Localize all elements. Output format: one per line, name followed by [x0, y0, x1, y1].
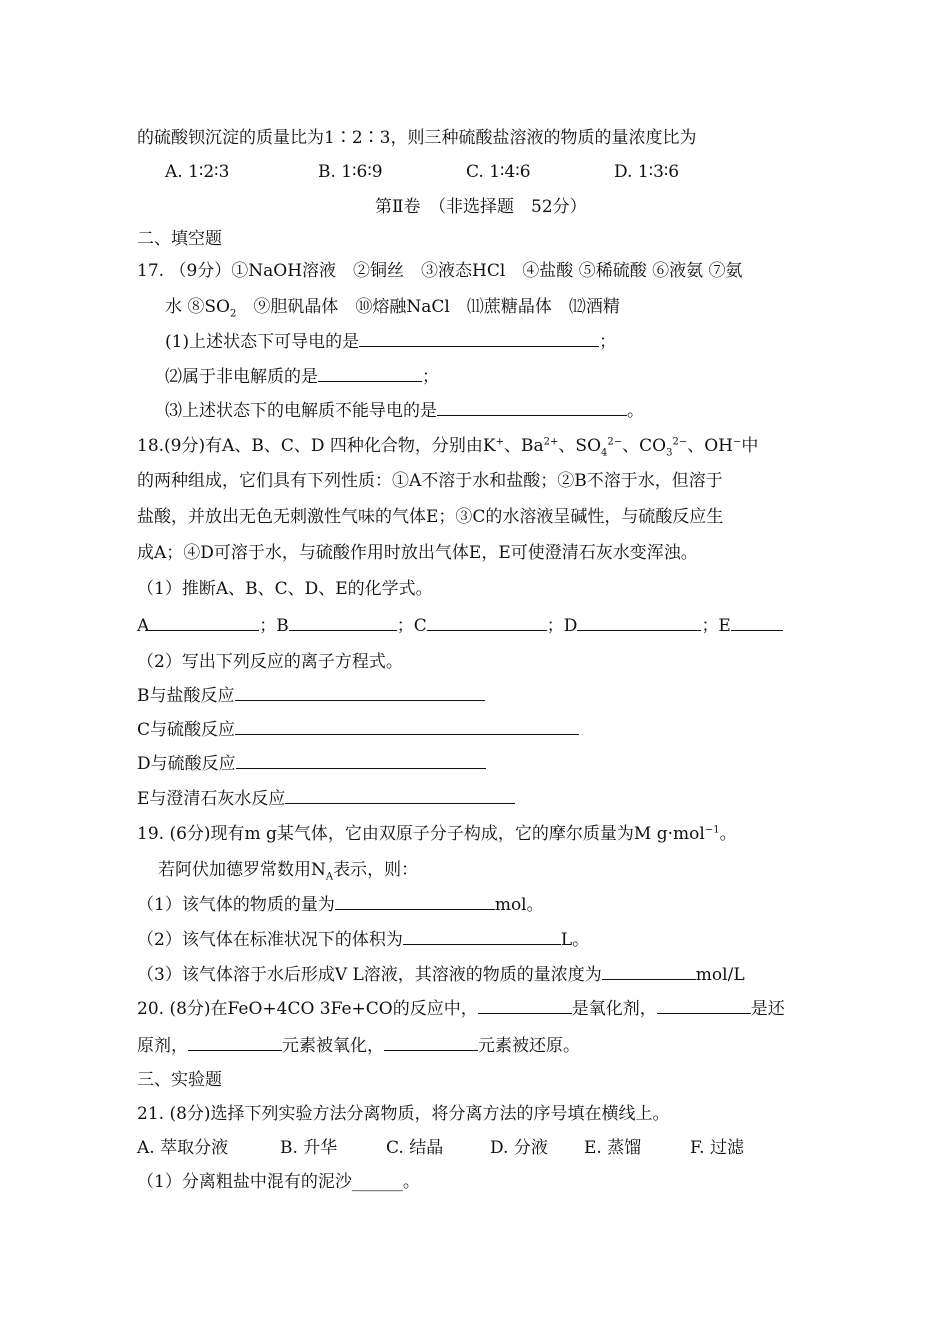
q16-option-d: D. 1∶3∶6: [614, 162, 680, 182]
q17-stem-line2: 水 $⑧SO_2$ ⑨胆矾晶体 ⑩熔融NaCl ⑾蔗糖晶体 ⑿酒精: [165, 297, 620, 320]
q17-part3: ⑶上述状态下的电解质不能导电的是 。: [165, 401, 644, 421]
q17-stem-line1: 17. （9分）①NaOH溶液 ②铜丝 ③液态HCl ④盐酸 ⑤稀硫酸 ⑥液氨 ⑦氨: [137, 261, 743, 281]
q19-line2: 若阿伏加德罗常数用$N_A$表示，则：: [158, 860, 419, 883]
q21-part1: （1）分离粗盐中混有的泥沙______。: [137, 1172, 420, 1192]
q18-blank-r4[interactable]: [285, 787, 515, 804]
part2-title: 第Ⅱ卷 （非选择题 52分）: [375, 197, 587, 217]
q18-reaction-4: E与澄清石灰水反应: [137, 787, 515, 811]
q17-blank-3[interactable]: [437, 399, 627, 416]
q18-reaction-2: C与硫酸反应: [137, 718, 579, 742]
q18-blank-e[interactable]: [731, 614, 783, 631]
q18-blank-b[interactable]: [289, 614, 397, 631]
q18-blank-r2[interactable]: [235, 718, 579, 735]
q19-blank-2[interactable]: [403, 928, 561, 945]
q19-line1: 19. (6分)现有m g某气体，它由双原子分子构成，它的摩尔质量为M g·mol$^{-1}$。: [137, 824, 737, 844]
q21-option-e: E. 蒸馏: [584, 1138, 642, 1158]
q20-blank-oxidant[interactable]: [478, 997, 572, 1014]
q21-stem: 21. (8分)选择下列实验方法分离物质，将分离方法的序号填在横线上。: [137, 1104, 670, 1124]
q18-blank-a[interactable]: [149, 614, 259, 631]
q18-blank-d[interactable]: [577, 614, 701, 631]
q18-line3: 盐酸，并放出无色无刺激性气味的气体E；③C的水溶液呈碱性，与硫酸反应生: [137, 507, 724, 527]
q18-sub1: （1）推断A、B、C、D、E的化学式。: [137, 579, 433, 599]
q18-line2: 的两种组成，它们具有下列性质：①A不溶于水和盐酸；②B不溶于水，但溶于: [137, 471, 723, 491]
q18-blank-c[interactable]: [427, 614, 547, 631]
q16-option-a: A. 1∶2∶3: [165, 162, 230, 182]
q17-blank-2[interactable]: [318, 365, 422, 382]
q19-part3: （3）该气体溶于水后形成V L溶液，其溶液的物质的量浓度为 mol/L: [137, 965, 745, 985]
section-fill-in: 二、填空题: [137, 229, 222, 249]
q19-part1: （1）该气体的物质的量为 mol。: [137, 895, 544, 915]
q18-blank-r1[interactable]: [235, 684, 485, 701]
q20-line1: 20. (8分)在FeO+4CO 3Fe+CO的反应中， 是氧化剂， 是还: [137, 999, 785, 1019]
q18-answer-row: A ；B ；C ；D ；E: [137, 614, 783, 638]
q18-reaction-3: D与硫酸反应: [137, 752, 486, 776]
q20-blank-oxidized[interactable]: [188, 1034, 282, 1051]
q20-line2: 原剂， 元素被氧化， 元素被还原。: [137, 1036, 580, 1056]
section-experiment: 三、实验题: [137, 1070, 222, 1090]
q16-option-c: C. 1∶4∶6: [466, 162, 531, 182]
q21-option-f: F. 过滤: [690, 1138, 744, 1158]
q16-continuation: 的硫酸钡沉淀的质量比为1∶2∶3，则三种硫酸盐溶液的物质的量浓度比为: [137, 128, 697, 148]
q19-part2: （2）该气体在标准状况下的体积为 L。: [137, 930, 590, 950]
q18-line4: 成A；④D可溶于水，与硫酸作用时放出气体E，E可使澄清石灰水变浑浊。: [137, 543, 698, 563]
q19-blank-3[interactable]: [602, 963, 696, 980]
q21-option-c: C. 结晶: [386, 1138, 444, 1158]
q17-blank-1[interactable]: [359, 330, 599, 347]
q21-option-d: D. 分液: [490, 1138, 548, 1158]
q18-reaction-1: B与盐酸反应: [137, 684, 485, 708]
q17-part1: (1)上述状态下可导电的是 ；: [165, 332, 617, 352]
q19-blank-1[interactable]: [335, 893, 495, 910]
q20-blank-reductant[interactable]: [657, 997, 751, 1014]
q18-line1: 18.(9分)有A、B、C、D 四种化合物，分别由K+、$Ba^{2+}$、$SO_4^{2-}$、$CO_3^{2-}$、OH−中: [137, 436, 759, 459]
q16-option-b: B. 1∶6∶9: [318, 162, 383, 182]
q21-option-a: A. 萃取分液: [137, 1138, 229, 1158]
q21-option-b: B. 升华: [280, 1138, 338, 1158]
q17-part2: ⑵属于非电解质的是 ；: [165, 367, 439, 387]
q18-blank-r3[interactable]: [236, 752, 486, 769]
q20-blank-reduced[interactable]: [384, 1034, 478, 1051]
q18-sub2: （2）写出下列反应的离子方程式。: [137, 652, 403, 672]
